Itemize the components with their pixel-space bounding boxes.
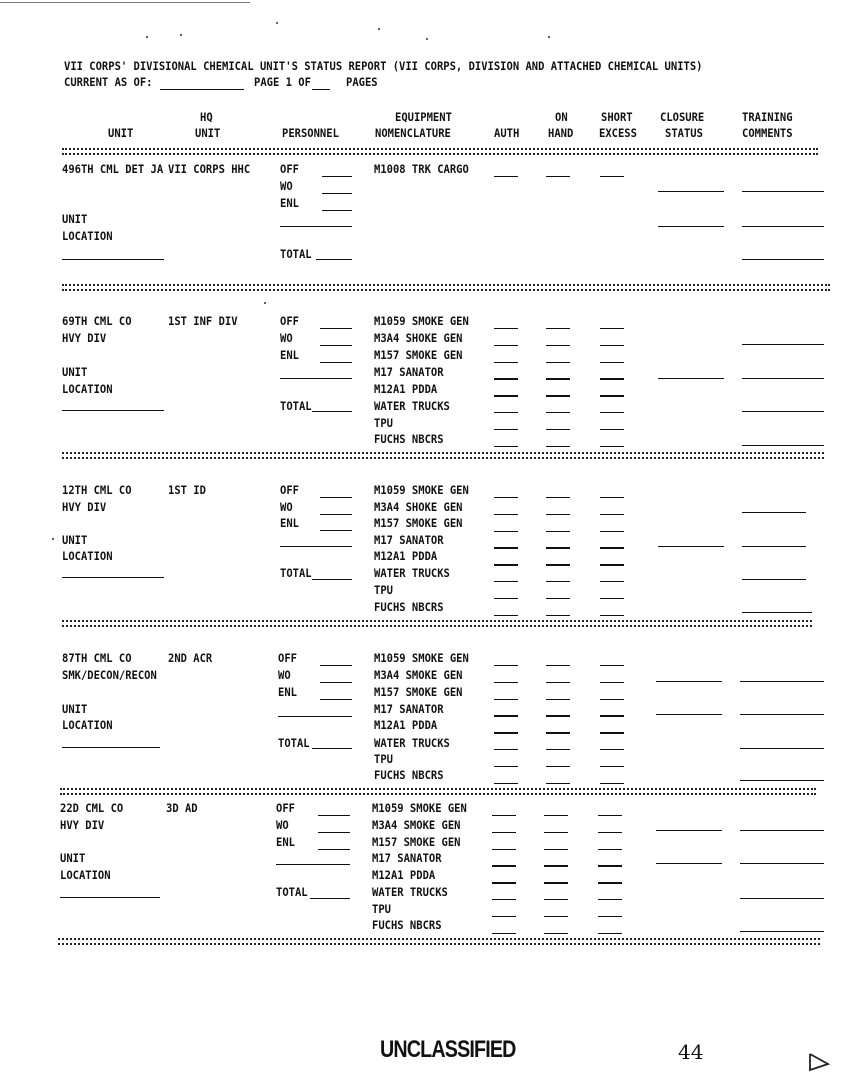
quantity-blank bbox=[544, 933, 568, 934]
training-blank-2 bbox=[742, 378, 824, 379]
quantity-blank bbox=[494, 497, 518, 498]
quantity-blank bbox=[600, 362, 624, 363]
equipment-item: M17 SANATOR bbox=[374, 534, 444, 548]
closure-blank-2 bbox=[656, 714, 722, 715]
training-blank-3 bbox=[742, 259, 824, 260]
header-personnel: PERSONNEL bbox=[282, 127, 339, 141]
header-short: SHORT bbox=[601, 111, 633, 125]
quantity-blank bbox=[546, 362, 570, 363]
quantity-blank bbox=[494, 665, 518, 666]
total-blank bbox=[312, 579, 352, 580]
unit-name: 22D CML CO bbox=[60, 802, 124, 816]
off-label: OFF bbox=[280, 315, 299, 329]
quantity-blank bbox=[544, 849, 568, 850]
quantity-blank bbox=[494, 783, 518, 784]
header-comments: COMMENTS bbox=[742, 127, 793, 141]
header-training: TRAINING bbox=[742, 111, 793, 125]
equipment-item: M12A1 PDDA bbox=[374, 383, 438, 397]
quantity-blank bbox=[492, 899, 516, 900]
quantity-blank bbox=[546, 615, 570, 616]
quantity-blank bbox=[494, 682, 518, 683]
scan-speck bbox=[378, 28, 380, 30]
location-blank bbox=[62, 747, 160, 748]
quantity-blank bbox=[600, 749, 624, 750]
enl-blank bbox=[320, 699, 352, 700]
total-blank bbox=[312, 411, 352, 412]
subtotal-line bbox=[278, 716, 352, 717]
training-blank-2 bbox=[742, 546, 806, 547]
closure-blank-1 bbox=[656, 681, 722, 682]
equipment-item: M17 SANATOR bbox=[374, 703, 444, 717]
corner-mark-icon bbox=[804, 1050, 832, 1072]
quantity-blank bbox=[546, 345, 570, 346]
report-title: VII CORPS' DIVISIONAL CHEMICAL UNIT'S STATUS REPORT (VII CORPS, DIVISION AND ATTACHED CHEMICAL UNITS) bbox=[64, 60, 703, 74]
quantity-blank bbox=[546, 378, 570, 379]
quantity-blank bbox=[544, 865, 568, 866]
closure-blank-2 bbox=[656, 863, 722, 864]
quantity-blank bbox=[600, 412, 624, 413]
quantity-blank bbox=[546, 547, 570, 548]
quantity-blank bbox=[546, 682, 570, 683]
quantity-blank bbox=[492, 832, 516, 833]
quantity-blank bbox=[494, 395, 518, 396]
header-equipment: EQUIPMENT bbox=[395, 111, 452, 125]
section-separator-5 bbox=[58, 938, 820, 945]
quantity-blank bbox=[598, 899, 622, 900]
unit-subtype: HVY DIV bbox=[60, 819, 105, 833]
total-blank bbox=[310, 898, 350, 899]
equipment-item: M17 SANATOR bbox=[374, 366, 444, 380]
off-blank bbox=[320, 497, 352, 498]
quantity-blank bbox=[546, 564, 570, 565]
quantity-blank bbox=[600, 429, 624, 430]
quantity-blank bbox=[600, 783, 624, 784]
header-closure: CLOSURE bbox=[660, 111, 705, 125]
header-hq: HQ bbox=[200, 111, 213, 125]
quantity-blank bbox=[546, 395, 570, 396]
training-blank-1 bbox=[740, 681, 824, 682]
equipment-item: FUCHS NBCRS bbox=[374, 433, 444, 447]
equipment-item: WATER TRUCKS bbox=[374, 737, 450, 751]
wo-label: WO bbox=[276, 819, 289, 833]
hq-unit: 1ST INF DIV bbox=[168, 315, 238, 329]
quantity-blank bbox=[494, 446, 518, 447]
header-excess: EXCESS bbox=[599, 127, 637, 141]
total-label: TOTAL bbox=[280, 248, 312, 262]
total-blank bbox=[316, 259, 352, 260]
header-unit: UNIT bbox=[108, 127, 134, 141]
location-blank bbox=[60, 897, 160, 898]
location-blank bbox=[62, 259, 164, 260]
unit-name: 12TH CML CO bbox=[62, 484, 132, 498]
header-auth: AUTH bbox=[494, 127, 520, 141]
quantity-blank bbox=[546, 412, 570, 413]
subtotal-line bbox=[280, 226, 352, 227]
page-number: 44 bbox=[678, 1040, 704, 1064]
wo-label: WO bbox=[280, 180, 293, 194]
wo-label: WO bbox=[280, 501, 293, 515]
top-edge-line bbox=[0, 2, 250, 3]
quantity-blank bbox=[494, 547, 518, 548]
off-label: OFF bbox=[278, 652, 297, 666]
scan-speck bbox=[146, 36, 148, 38]
equipment-item: M3A4 SMOKE GEN bbox=[372, 819, 461, 833]
equipment-item: TPU bbox=[372, 903, 391, 917]
section-separator-4 bbox=[60, 788, 816, 795]
training-blank-4 bbox=[742, 445, 824, 446]
quantity-blank bbox=[492, 815, 516, 816]
training-blank-3 bbox=[742, 411, 824, 412]
quantity-blank bbox=[494, 328, 518, 329]
hq-unit: 3D AD bbox=[166, 802, 198, 816]
wo-label: WO bbox=[280, 332, 293, 346]
quantity-blank bbox=[598, 865, 622, 866]
section-separator-3 bbox=[62, 620, 812, 627]
quantity-blank bbox=[494, 378, 518, 379]
training-blank-3 bbox=[742, 579, 806, 580]
equipment-item: M12A1 PDDA bbox=[372, 869, 436, 883]
quantity-blank bbox=[546, 497, 570, 498]
quantity-blank bbox=[544, 815, 568, 816]
quantity-blank bbox=[492, 849, 516, 850]
location-label: LOCATION bbox=[62, 383, 113, 397]
quantity-blank bbox=[544, 832, 568, 833]
quantity-blank bbox=[546, 514, 570, 515]
training-blank-3 bbox=[740, 898, 824, 899]
quantity-blank bbox=[494, 749, 518, 750]
quantity-blank bbox=[546, 749, 570, 750]
quantity-blank bbox=[494, 699, 518, 700]
scan-speck bbox=[180, 34, 182, 36]
section-separator-1 bbox=[62, 284, 830, 291]
equipment-item: M1008 TRK CARGO bbox=[374, 163, 469, 177]
equipment-item: M1059 SMOKE GEN bbox=[372, 802, 467, 816]
off-blank bbox=[320, 328, 352, 329]
auth-blank bbox=[494, 176, 518, 177]
quantity-blank bbox=[600, 378, 624, 379]
header-hq-unit: UNIT bbox=[195, 127, 221, 141]
quantity-blank bbox=[600, 446, 624, 447]
quantity-blank bbox=[546, 665, 570, 666]
quantity-blank bbox=[600, 699, 624, 700]
unit-subtype: SMK/DECON/RECON bbox=[62, 669, 157, 683]
location-label: LOCATION bbox=[62, 230, 113, 244]
training-blank-4 bbox=[740, 780, 824, 781]
wo-blank bbox=[318, 832, 350, 833]
quantity-blank bbox=[600, 395, 624, 396]
location-label: LOCATION bbox=[62, 719, 113, 733]
equipment-item: M157 SMOKE GEN bbox=[374, 517, 463, 531]
subtotal-line bbox=[280, 378, 352, 379]
training-blank-4 bbox=[742, 612, 812, 613]
off-label: OFF bbox=[276, 802, 295, 816]
unit-subtype: HVY DIV bbox=[62, 332, 107, 346]
wo-blank bbox=[320, 345, 352, 346]
quantity-blank bbox=[492, 916, 516, 917]
equipment-item: M157 SMOKE GEN bbox=[372, 836, 461, 850]
unit-label: UNIT bbox=[62, 703, 88, 717]
quantity-blank bbox=[600, 766, 624, 767]
enl-label: ENL bbox=[276, 836, 295, 850]
quantity-blank bbox=[494, 732, 518, 733]
equipment-item: M12A1 PDDA bbox=[374, 550, 438, 564]
quantity-blank bbox=[598, 933, 622, 934]
quantity-blank bbox=[494, 581, 518, 582]
subtotal-line bbox=[280, 546, 352, 547]
closure-blank-1 bbox=[656, 830, 722, 831]
quantity-blank bbox=[598, 815, 622, 816]
quantity-blank bbox=[494, 766, 518, 767]
quantity-blank bbox=[546, 699, 570, 700]
closure-blank-1 bbox=[658, 191, 724, 192]
quantity-blank bbox=[600, 581, 624, 582]
equipment-item: M3A4 SHOKE GEN bbox=[374, 501, 463, 515]
total-label: TOTAL bbox=[278, 737, 310, 751]
quantity-blank bbox=[494, 429, 518, 430]
total-label: TOTAL bbox=[280, 400, 312, 414]
scan-speck bbox=[426, 38, 428, 40]
on-hand-blank bbox=[546, 176, 570, 177]
quantity-blank bbox=[598, 849, 622, 850]
quantity-blank bbox=[598, 882, 622, 883]
header-nomenclature: NOMENCLATURE bbox=[375, 127, 451, 141]
page-count-blank bbox=[312, 89, 330, 90]
quantity-blank bbox=[600, 345, 624, 346]
quantity-blank bbox=[598, 832, 622, 833]
total-blank bbox=[312, 748, 352, 749]
equipment-item: M1059 SMOKE GEN bbox=[374, 484, 469, 498]
equipment-item: M12A1 PDDA bbox=[374, 719, 438, 733]
scan-speck bbox=[276, 22, 278, 24]
unit-label: UNIT bbox=[62, 213, 88, 227]
equipment-item: TPU bbox=[374, 584, 393, 598]
training-blank-1 bbox=[742, 512, 806, 513]
quantity-blank bbox=[546, 581, 570, 582]
quantity-blank bbox=[600, 715, 624, 716]
quantity-blank bbox=[600, 682, 624, 683]
equipment-item: FUCHS NBCRS bbox=[372, 919, 442, 933]
quantity-blank bbox=[546, 429, 570, 430]
subtotal-line bbox=[276, 864, 350, 865]
off-blank bbox=[322, 176, 352, 177]
quantity-blank bbox=[494, 598, 518, 599]
quantity-blank bbox=[600, 665, 624, 666]
wo-blank bbox=[320, 682, 352, 683]
equipment-item: M3A4 SHOKE GEN bbox=[374, 332, 463, 346]
location-label: LOCATION bbox=[60, 869, 111, 883]
quantity-blank bbox=[546, 766, 570, 767]
quantity-blank bbox=[546, 598, 570, 599]
enl-blank bbox=[320, 530, 352, 531]
total-label: TOTAL bbox=[276, 886, 308, 900]
quantity-blank bbox=[492, 933, 516, 934]
quantity-blank bbox=[600, 531, 624, 532]
quantity-blank bbox=[546, 328, 570, 329]
equipment-item: WATER TRUCKS bbox=[374, 400, 450, 414]
hq-unit: 1ST ID bbox=[168, 484, 206, 498]
quantity-blank bbox=[494, 715, 518, 716]
unit-subtype: HVY DIV bbox=[62, 501, 107, 515]
quantity-blank bbox=[494, 345, 518, 346]
quantity-blank bbox=[600, 615, 624, 616]
unit-label: UNIT bbox=[62, 534, 88, 548]
quantity-blank bbox=[494, 412, 518, 413]
enl-label: ENL bbox=[278, 686, 297, 700]
scan-speck bbox=[548, 36, 550, 38]
quantity-blank bbox=[544, 882, 568, 883]
equipment-item: TPU bbox=[374, 753, 393, 767]
wo-blank bbox=[320, 514, 352, 515]
quantity-blank bbox=[544, 916, 568, 917]
closure-blank bbox=[658, 378, 724, 379]
quantity-blank bbox=[494, 564, 518, 565]
scan-speck bbox=[52, 538, 54, 540]
quantity-blank bbox=[544, 899, 568, 900]
off-label: OFF bbox=[280, 163, 299, 177]
closure-blank-2 bbox=[658, 226, 724, 227]
scan-speck bbox=[264, 302, 266, 304]
training-blank-2 bbox=[740, 863, 824, 864]
location-blank bbox=[62, 577, 164, 578]
quantity-blank bbox=[546, 783, 570, 784]
equipment-item: FUCHS NBCRS bbox=[374, 601, 444, 615]
header-hand: HAND bbox=[548, 127, 574, 141]
quantity-blank bbox=[600, 732, 624, 733]
off-blank bbox=[318, 815, 350, 816]
equipment-item: M17 SANATOR bbox=[372, 852, 442, 866]
training-blank-1 bbox=[742, 344, 824, 345]
unit-name: 87TH CML CO bbox=[62, 652, 132, 666]
closure-blank bbox=[658, 546, 724, 547]
classification-marking: UNCLASSIFIED bbox=[380, 1036, 516, 1063]
training-blank-2 bbox=[740, 714, 824, 715]
enl-label: ENL bbox=[280, 517, 299, 531]
header-separator bbox=[62, 148, 818, 155]
equipment-item: M1059 SMOKE GEN bbox=[374, 652, 469, 666]
quantity-blank bbox=[600, 514, 624, 515]
total-label: TOTAL bbox=[280, 567, 312, 581]
quantity-blank bbox=[546, 715, 570, 716]
header-status: STATUS bbox=[665, 127, 703, 141]
quantity-blank bbox=[494, 514, 518, 515]
quantity-blank bbox=[600, 598, 624, 599]
unit-label: UNIT bbox=[62, 366, 88, 380]
training-blank-1 bbox=[742, 191, 824, 192]
equipment-item: M157 SMOKE GEN bbox=[374, 349, 463, 363]
pages-label: PAGES bbox=[346, 76, 378, 90]
page-of-label: PAGE 1 OF bbox=[254, 76, 311, 90]
equipment-item: M1059 SMOKE GEN bbox=[374, 315, 469, 329]
current-as-of-label: CURRENT AS OF: bbox=[64, 76, 153, 90]
enl-label: ENL bbox=[280, 349, 299, 363]
location-blank bbox=[62, 410, 164, 411]
quantity-blank bbox=[492, 865, 516, 866]
equipment-item: TPU bbox=[374, 417, 393, 431]
quantity-blank bbox=[546, 531, 570, 532]
hq-unit: 2ND ACR bbox=[168, 652, 213, 666]
equipment-item: M157 SMOKE GEN bbox=[374, 686, 463, 700]
training-blank-4 bbox=[740, 931, 824, 932]
quantity-blank bbox=[600, 547, 624, 548]
training-blank-3 bbox=[740, 748, 824, 749]
short-excess-blank bbox=[600, 176, 624, 177]
hq-unit: VII CORPS HHC bbox=[168, 163, 251, 177]
enl-blank bbox=[320, 362, 352, 363]
quantity-blank bbox=[546, 446, 570, 447]
off-label: OFF bbox=[280, 484, 299, 498]
header-on: ON bbox=[555, 111, 568, 125]
unit-name: 496TH CML DET JA bbox=[62, 163, 164, 177]
quantity-blank bbox=[492, 882, 516, 883]
location-label: LOCATION bbox=[62, 550, 113, 564]
quantity-blank bbox=[600, 564, 624, 565]
equipment-item: FUCHS NBCRS bbox=[374, 769, 444, 783]
quantity-blank bbox=[598, 916, 622, 917]
quantity-blank bbox=[494, 531, 518, 532]
quantity-blank bbox=[600, 328, 624, 329]
quantity-blank bbox=[546, 732, 570, 733]
wo-label: WO bbox=[278, 669, 291, 683]
training-blank-1 bbox=[740, 830, 824, 831]
training-blank-2 bbox=[742, 226, 824, 227]
unit-name: 69TH CML CO bbox=[62, 315, 132, 329]
off-blank bbox=[320, 665, 352, 666]
quantity-blank bbox=[600, 497, 624, 498]
equipment-item: WATER TRUCKS bbox=[374, 567, 450, 581]
equipment-item: M3A4 SMOKE GEN bbox=[374, 669, 463, 683]
quantity-blank bbox=[494, 362, 518, 363]
enl-blank bbox=[318, 849, 350, 850]
enl-label: ENL bbox=[280, 197, 299, 211]
enl-blank bbox=[322, 210, 352, 211]
equipment-item: WATER TRUCKS bbox=[372, 886, 448, 900]
section-separator-2 bbox=[62, 452, 824, 459]
quantity-blank bbox=[494, 615, 518, 616]
current-as-of-blank bbox=[160, 89, 244, 90]
unit-label: UNIT bbox=[60, 852, 86, 866]
wo-blank bbox=[322, 193, 352, 194]
